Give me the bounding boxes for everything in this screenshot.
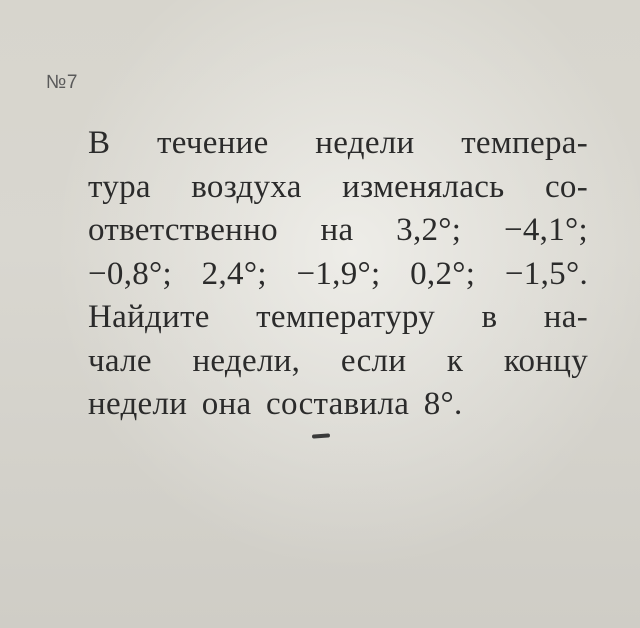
problem-number: №7 xyxy=(46,72,78,93)
problem-line-6: чале недели, если к концу xyxy=(88,342,588,379)
problem-line-4: −0,8°; 2,4°; −1,9°; 0,2°; −1,5°. xyxy=(88,255,588,292)
problem-line-5: Найдите температуру в на- xyxy=(88,299,588,335)
problem-line-3: ответственно на 3,2°; −4,1°; xyxy=(88,212,588,248)
problem-line-1: В течение недели темпера- xyxy=(88,125,588,161)
separator-dash xyxy=(312,433,330,438)
problem-line-7: недели она составила 8°. xyxy=(88,386,463,422)
problem-line-2: тура воздуха изменялась со- xyxy=(88,168,588,205)
problem-text xyxy=(88,122,588,427)
